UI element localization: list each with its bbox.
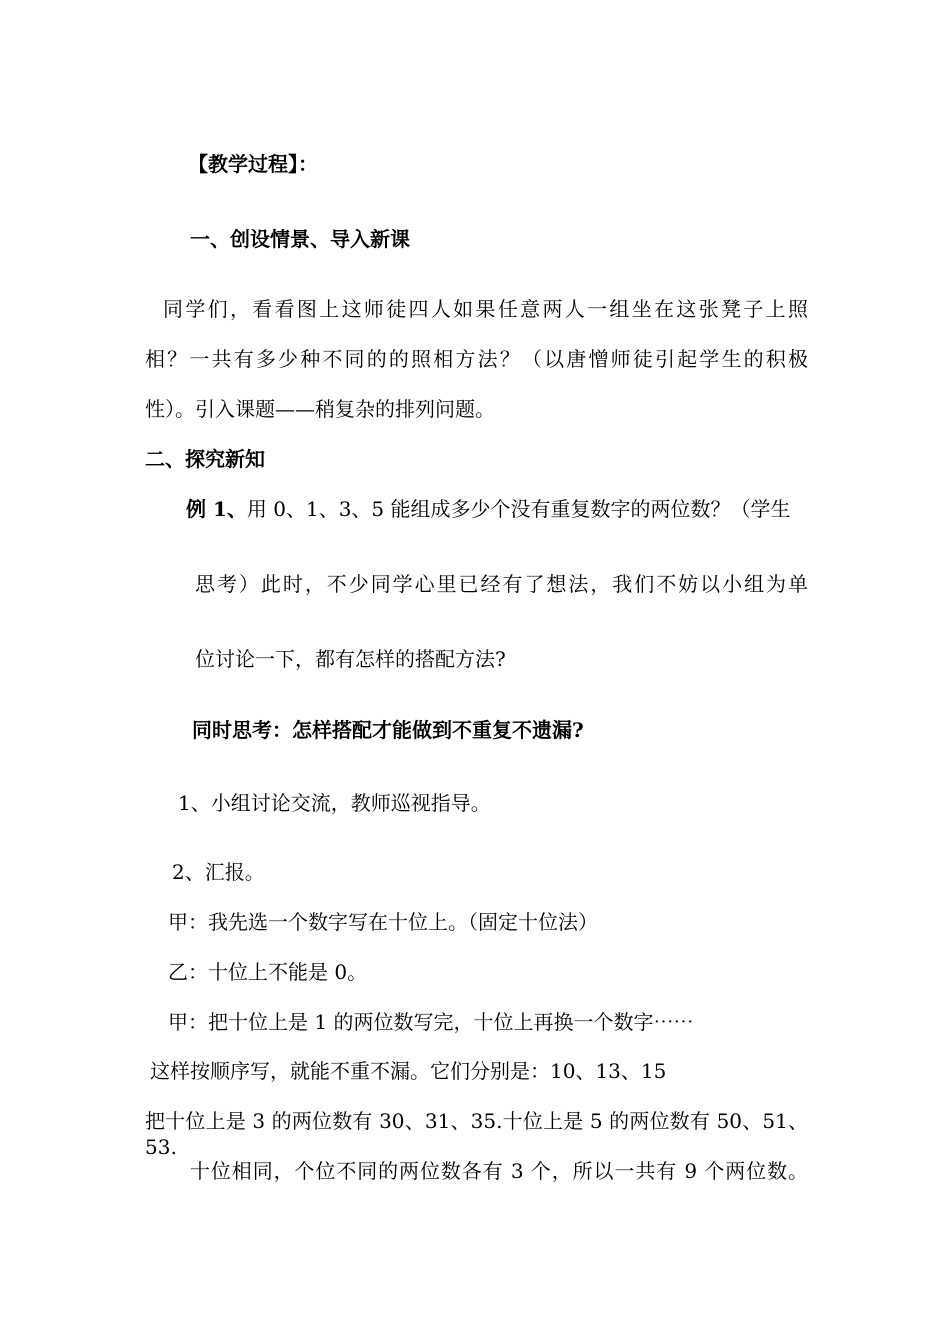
intro-line-2: 相？一共有多少种不同的的照相方法？（以唐憎师徒引起学生的积极 — [145, 347, 808, 371]
dialogue-line-2: 乙：十位上不能是 0。 — [168, 960, 368, 984]
section-2-title: 二、探究新知 — [145, 447, 265, 471]
think-prompt: 同时思考：怎样搭配才能做到不重复不遗漏? — [192, 718, 584, 742]
example-question: 用 0、1、3、5 能组成多少个没有重复数字的两位数？（学生 — [246, 497, 791, 521]
dialogue-line-3: 甲：把十位上是 1 的两位数写完，十位上再换一个数字⋯⋯ — [168, 1010, 694, 1034]
conclusion-line-2: 把十位上是 3 的两位数有 30、31、35.十位上是 5 的两位数有 50、51、53. — [145, 1109, 808, 1159]
section-1-title: 一、创设情景、导入新课 — [190, 227, 410, 251]
step-2: 2、汇报。 — [172, 860, 265, 884]
example-1-line-2: 思考）此时，不少同学心里已经有了想法，我们不妨以小组为单 — [195, 572, 808, 596]
conclusion-line-3: 十位相同，个位不同的两位数各有 3 个，所以一共有 9 个两位数。 — [190, 1159, 808, 1183]
example-1-line-3: 位讨论一下，都有怎样的搭配方法? — [195, 647, 506, 671]
teaching-process-heading: 【教学过程】： — [188, 152, 318, 176]
example-1-line-1 — [186, 496, 808, 522]
step-1: 1、小组讨论交流，教师巡视指导。 — [178, 791, 491, 815]
dialogue-line-1: 甲：我先选一个数字写在十位上。（固定十位法） — [168, 910, 598, 934]
example-label: 例 1、 — [186, 497, 247, 521]
intro-line-3: 性）。引入课题——稍复杂的排列问题。 — [145, 397, 495, 421]
conclusion-line-1: 这样按顺序写，就能不重不漏。它们分别是：10、13、15 — [150, 1059, 667, 1083]
intro-line-1: 同学们，看看图上这师徒四人如果任意两人一组坐在这张凳子上照 — [163, 297, 808, 321]
